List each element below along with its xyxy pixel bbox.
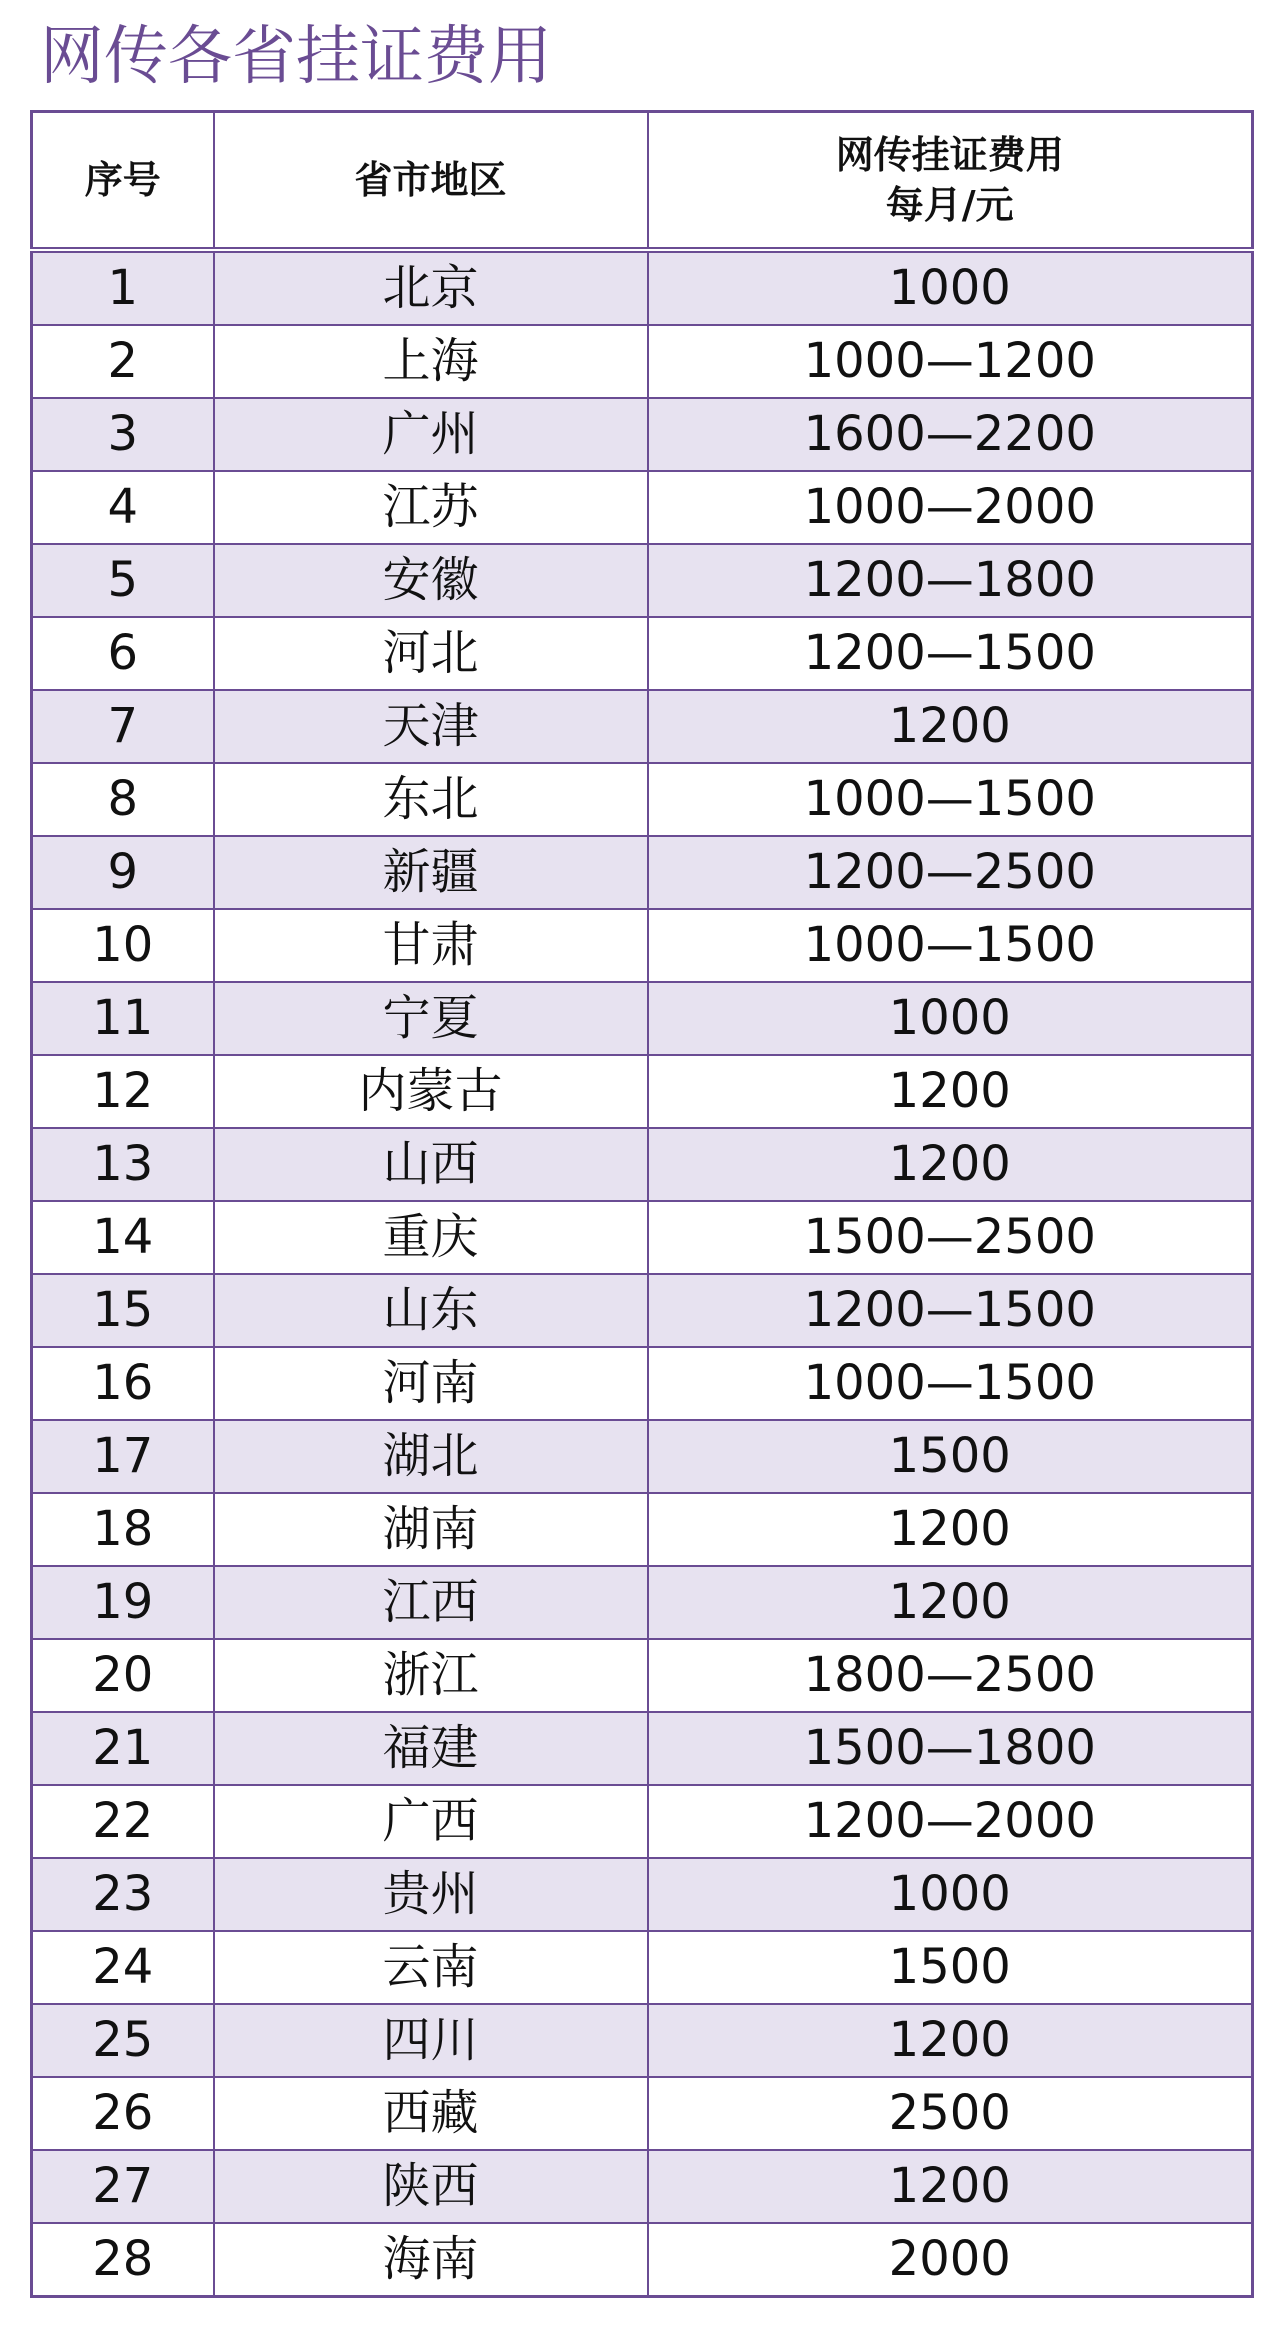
- cell-region: 云南: [214, 1931, 648, 2004]
- cell-region: 东北: [214, 763, 648, 836]
- cell-fee: 1200—1500: [648, 617, 1253, 690]
- table-row: [32, 1201, 1253, 1274]
- cell-fee: 1600—2200: [648, 398, 1253, 471]
- table-row: [32, 398, 1253, 471]
- table-row: [32, 617, 1253, 690]
- cell-region: 新疆: [214, 836, 648, 909]
- cell-region: 北京: [214, 250, 648, 325]
- cell-region: 江苏: [214, 471, 648, 544]
- cell-region: 浙江: [214, 1639, 648, 1712]
- table-row: [32, 544, 1253, 617]
- header-no: 序号: [32, 112, 214, 251]
- cell-fee: 1200: [648, 1566, 1253, 1639]
- cell-fee: 1000—1500: [648, 909, 1253, 982]
- table-row: [32, 2223, 1253, 2297]
- cell-no: 28: [32, 2223, 214, 2297]
- cell-fee: 1200: [648, 2004, 1253, 2077]
- table-row: [32, 1858, 1253, 1931]
- cell-no: 15: [32, 1274, 214, 1347]
- header-fee: [648, 112, 1253, 251]
- cell-no: 23: [32, 1858, 214, 1931]
- table-row: [32, 690, 1253, 763]
- cell-fee: 1200: [648, 1055, 1253, 1128]
- cell-no: 5: [32, 544, 214, 617]
- cell-fee: 1500: [648, 1420, 1253, 1493]
- cell-region: 山西: [214, 1128, 648, 1201]
- cell-no: 8: [32, 763, 214, 836]
- fee-table: [30, 110, 1254, 2298]
- cell-region: 海南: [214, 2223, 648, 2297]
- cell-fee: 1000: [648, 982, 1253, 1055]
- cell-fee: 1200: [648, 1128, 1253, 1201]
- cell-no: 4: [32, 471, 214, 544]
- cell-no: 27: [32, 2150, 214, 2223]
- cell-fee: 1500—2500: [648, 1201, 1253, 1274]
- cell-no: 12: [32, 1055, 214, 1128]
- cell-region: 河北: [214, 617, 648, 690]
- table-row: [32, 2004, 1253, 2077]
- cell-fee: 2500: [648, 2077, 1253, 2150]
- cell-region: 山东: [214, 1274, 648, 1347]
- cell-no: 21: [32, 1712, 214, 1785]
- cell-no: 18: [32, 1493, 214, 1566]
- table-row: [32, 1712, 1253, 1785]
- cell-region: 湖北: [214, 1420, 648, 1493]
- cell-region: 内蒙古: [214, 1055, 648, 1128]
- cell-no: 9: [32, 836, 214, 909]
- cell-fee: 1200—2000: [648, 1785, 1253, 1858]
- table-row: [32, 1931, 1253, 2004]
- cell-no: 2: [32, 325, 214, 398]
- cell-fee: 1000: [648, 250, 1253, 325]
- cell-fee: 1500—1800: [648, 1712, 1253, 1785]
- cell-fee: 1000—1200: [648, 325, 1253, 398]
- cell-fee: 2000: [648, 2223, 1253, 2297]
- table-row: [32, 1639, 1253, 1712]
- cell-no: 16: [32, 1347, 214, 1420]
- table-row: [32, 982, 1253, 1055]
- page-title: 网传各省挂证费用: [40, 20, 552, 94]
- cell-region: 江西: [214, 1566, 648, 1639]
- cell-region: 西藏: [214, 2077, 648, 2150]
- cell-region: 河南: [214, 1347, 648, 1420]
- cell-region: 安徽: [214, 544, 648, 617]
- cell-region: 重庆: [214, 1201, 648, 1274]
- cell-no: 26: [32, 2077, 214, 2150]
- header-fee-unit: 每月/元: [885, 183, 1014, 227]
- cell-region: 上海: [214, 325, 648, 398]
- cell-no: 24: [32, 1931, 214, 2004]
- cell-no: 11: [32, 982, 214, 1055]
- cell-fee: 1800—2500: [648, 1639, 1253, 1712]
- cell-no: 14: [32, 1201, 214, 1274]
- table-body: [32, 250, 1253, 2297]
- cell-fee: 1000: [648, 1858, 1253, 1931]
- table-row: [32, 1128, 1253, 1201]
- cell-region: 广西: [214, 1785, 648, 1858]
- cell-region: 宁夏: [214, 982, 648, 1055]
- cell-fee: 1200—1500: [648, 1274, 1253, 1347]
- table-row: [32, 1055, 1253, 1128]
- header-fee-title: 网传挂证费用: [835, 133, 1064, 177]
- cell-region: 甘肃: [214, 909, 648, 982]
- cell-fee: 1000—2000: [648, 471, 1253, 544]
- cell-region: 陕西: [214, 2150, 648, 2223]
- table-row: [32, 2077, 1253, 2150]
- cell-no: 1: [32, 250, 214, 325]
- header-region: 省市地区: [214, 112, 648, 251]
- cell-no: 25: [32, 2004, 214, 2077]
- cell-fee: 1000—1500: [648, 1347, 1253, 1420]
- table-row: [32, 1347, 1253, 1420]
- cell-no: 3: [32, 398, 214, 471]
- cell-region: 贵州: [214, 1858, 648, 1931]
- cell-fee: 1500: [648, 1931, 1253, 2004]
- cell-fee: 1200—2500: [648, 836, 1253, 909]
- cell-no: 13: [32, 1128, 214, 1201]
- cell-region: 广州: [214, 398, 648, 471]
- table-row: [32, 250, 1253, 325]
- cell-no: 20: [32, 1639, 214, 1712]
- cell-fee: 1000—1500: [648, 763, 1253, 836]
- table-row: [32, 471, 1253, 544]
- table-row: [32, 1420, 1253, 1493]
- cell-no: 7: [32, 690, 214, 763]
- cell-no: 17: [32, 1420, 214, 1493]
- table-row: [32, 1566, 1253, 1639]
- table-row: [32, 1493, 1253, 1566]
- cell-fee: 1200: [648, 1493, 1253, 1566]
- table-row: [32, 2150, 1253, 2223]
- cell-no: 6: [32, 617, 214, 690]
- cell-region: 湖南: [214, 1493, 648, 1566]
- cell-region: 福建: [214, 1712, 648, 1785]
- table-row: [32, 763, 1253, 836]
- table-row: [32, 909, 1253, 982]
- table-row: [32, 836, 1253, 909]
- table-row: [32, 325, 1253, 398]
- table-row: [32, 1274, 1253, 1347]
- cell-no: 19: [32, 1566, 214, 1639]
- cell-fee: 1200: [648, 690, 1253, 763]
- cell-no: 10: [32, 909, 214, 982]
- cell-fee: 1200—1800: [648, 544, 1253, 617]
- table-row: [32, 1785, 1253, 1858]
- cell-region: 天津: [214, 690, 648, 763]
- cell-fee: 1200: [648, 2150, 1253, 2223]
- cell-region: 四川: [214, 2004, 648, 2077]
- table-header-row: [32, 112, 1253, 251]
- cell-no: 22: [32, 1785, 214, 1858]
